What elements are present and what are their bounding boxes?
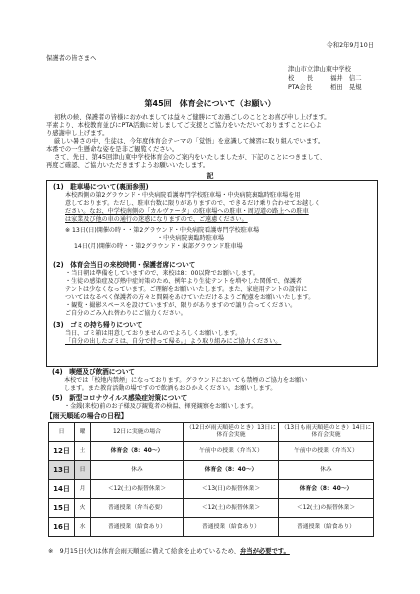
parking-schedule-line: ・中央病院裏臨時駐車場 bbox=[157, 235, 225, 242]
section-parking bbox=[53, 183, 371, 251]
section-line: ついてはなるべく保護者の方々と間隔をあけていただけるようご配慮をお願いいたします。 bbox=[65, 294, 315, 301]
table-cell: 普通授業（給食あり） bbox=[91, 518, 184, 537]
section-heading: (5) 新型コロナウイルス感染症対策について bbox=[52, 394, 188, 402]
section-heading: (2) 体育会当日の来校時間・保護者席について bbox=[53, 261, 196, 269]
ki-heading: 記 bbox=[206, 172, 214, 180]
parking-schedule-line: 14日(月)開催の時・・第2グラウンド・東部グラウンド駐車場 bbox=[74, 243, 243, 250]
section-arrival bbox=[53, 261, 371, 318]
section-smoking bbox=[52, 368, 370, 393]
table-cell: 休み bbox=[279, 461, 374, 480]
table-cell: 体育会（8：40～） bbox=[279, 480, 374, 499]
section-line: します。また教育活動の場ですので飲酒もおひかえください。お願いします。 bbox=[64, 385, 277, 392]
section-line: 本校西側の第2グラウンド・中央病院看護専門学校駐車場・中央病院裏臨時駐車場を用 bbox=[65, 192, 301, 199]
table-row bbox=[49, 518, 374, 537]
table-row bbox=[49, 480, 374, 499]
parking-schedule-line: ※ 13日(日)開催の時・・第2グラウンド・中央病院看護専門学校駐車場 bbox=[65, 227, 260, 234]
table-cell: 16日 bbox=[49, 518, 75, 537]
table-cell: ＜12(土)の振替休業＞ bbox=[91, 480, 184, 499]
principal-name: 福井 信二 bbox=[330, 75, 362, 82]
table-cell: 午前中の授業（弁当Ｘ） bbox=[184, 442, 279, 461]
section-line: は家業及び他の車の通行の迷惑になりますので、ご遠慮ください。 bbox=[65, 216, 248, 223]
intro-line: 厳しい暑さの中、生徒は、今年度体育会テーマの「覚悟」を意識して練習に取り組んでいます。 bbox=[54, 138, 325, 145]
table-cell: 普通授業（給食あり） bbox=[279, 518, 374, 537]
section-garbage bbox=[53, 321, 371, 346]
table-row bbox=[49, 461, 374, 480]
date: 令和2年9月10日 bbox=[326, 42, 374, 49]
section-line: ・当日朝は準備をしていますので、来校は8：00以降でお願いします。 bbox=[65, 270, 259, 277]
section-heading: (4) 喫煙及び飲酒について bbox=[52, 368, 136, 376]
section-line: ・観覧・撮影スペースを設けていますが、限りがありますので譲り合ってください。 bbox=[65, 302, 297, 309]
pta-role: PTA会長 bbox=[288, 84, 313, 91]
table-cell: 土 bbox=[75, 442, 91, 461]
intro-line: 再度ご確認、ご協力いただきますようお願いいたします。 bbox=[46, 162, 210, 169]
section-line: ・金銭(来校)前のお子様及び観覧者の検温、揮発観察をお願いします。 bbox=[64, 403, 258, 410]
section-line: ・生徒の感染症及び熱中症対策のため、例年より生徒テントを増やした関係で、保護者 bbox=[65, 278, 302, 285]
table-header-cell: 12日に実施の場合 bbox=[91, 423, 184, 442]
principal-role: 校 長 bbox=[288, 75, 314, 82]
school-name: 津山市立津山東中学校 bbox=[288, 66, 351, 73]
table-header-cell: （13日も雨天順延のとき）14日に体育会実施 bbox=[279, 423, 374, 442]
intro-line: 初秋の候、保護者の皆様におかれましては益々ご健勝にてお過ごしのこととお喜び申し上げます。 bbox=[54, 114, 331, 121]
section-heading: (1) 駐車場について(裏面参照) bbox=[53, 183, 149, 191]
intro-line: 平素より、本校教育並びにPTA活動に対しましてご支援とご協力をいただいておりますことに心よ bbox=[46, 122, 322, 129]
table-cell: 普通授業（給食あり） bbox=[184, 518, 279, 537]
intro-line: さて、先日、第45回津山東中学校体育会のご案内をいたしましたが、下記のことにつきまして、 bbox=[54, 154, 327, 161]
notice-box-lower bbox=[46, 368, 376, 418]
table-cell: 12日 bbox=[49, 442, 75, 461]
section-line: ださい。なお、中学校南側の「カルヴァータ」の駐車場への駐車・周辺道の路上への駐車 bbox=[65, 208, 309, 215]
table-cell: 普通授業（弁当必要） bbox=[91, 499, 184, 518]
table-cell: 15日 bbox=[49, 499, 75, 518]
section-line: ご自分のごみ入れ替わりにご協力ください。 bbox=[65, 310, 187, 317]
table-cell: ＜13(日)の振替休業＞ bbox=[184, 480, 279, 499]
section-line: 本校では「校地内禁煙」になっております。グラウンドにおいても禁煙のご協力をお願い bbox=[64, 377, 308, 384]
table-row bbox=[49, 499, 374, 518]
table-row bbox=[49, 442, 374, 461]
table-header-row bbox=[49, 423, 374, 442]
table-cell: 13日 bbox=[49, 461, 75, 480]
table-header-cell: 日 bbox=[49, 423, 75, 442]
table-cell: ＜12(土)の振替休業＞ bbox=[184, 499, 279, 518]
table-cell: 火 bbox=[75, 499, 91, 518]
section-heading: (3) ゴミの持ち帰りについて bbox=[53, 321, 143, 329]
document-title: 第45回 体育会について（お願い） bbox=[144, 99, 276, 108]
section-line: 意しております。ただし、駐車台数に限りがありますので、できるだけ乗り合わせてお越しく bbox=[65, 200, 321, 207]
table-cell: 月 bbox=[75, 480, 91, 499]
notice-box bbox=[46, 180, 378, 367]
table-cell: 休み bbox=[91, 461, 184, 480]
recipient: 保護者の皆さまへ bbox=[46, 55, 97, 62]
section-line: 「自分の出したゴミは、自分で持って帰る。」よう取り組みにご協力ください。 bbox=[65, 338, 282, 345]
intro-line: り感謝申し上げます。 bbox=[46, 130, 109, 137]
section-line: テントは少なくなっています。ご理解をお願いいたします。また、家庭用テントの設営に bbox=[65, 286, 308, 293]
section-line: 当日、ゴミ箱は用意しておりませんのでよろしくお願いします。 bbox=[65, 330, 242, 337]
rain-schedule-table bbox=[48, 422, 374, 537]
footnote-emphasis: 弁当が必要です。 bbox=[239, 548, 290, 555]
table-cell: 日 bbox=[75, 461, 91, 480]
table-header-cell: 曜 bbox=[75, 423, 91, 442]
intro-line: 本番での一生懸命な姿を是非ご観覧ください。 bbox=[46, 146, 179, 153]
rain-schedule-title: 【雨天順延の場合の日程】 bbox=[46, 412, 128, 420]
table-cell: 水 bbox=[75, 518, 91, 537]
section-covid bbox=[52, 394, 370, 411]
table-header-cell: （12日が雨天順延のとき）13日に体育会実施 bbox=[184, 423, 279, 442]
table-cell: 体育会（8：40～） bbox=[91, 442, 184, 461]
table-cell: 午前中の授業（弁当Ｘ） bbox=[279, 442, 374, 461]
table-cell: ＜12(土)の振替休業＞ bbox=[279, 499, 374, 518]
table-cell: 体育会（8：40～） bbox=[184, 461, 279, 480]
footnote-text: ※ 9月15日(火)は体育会雨天順延に備えて給食を止めているため、 bbox=[48, 548, 240, 555]
pta-name: 栢田 晃規 bbox=[330, 84, 362, 91]
table-cell: 14日 bbox=[49, 480, 75, 499]
footnote bbox=[48, 548, 290, 556]
